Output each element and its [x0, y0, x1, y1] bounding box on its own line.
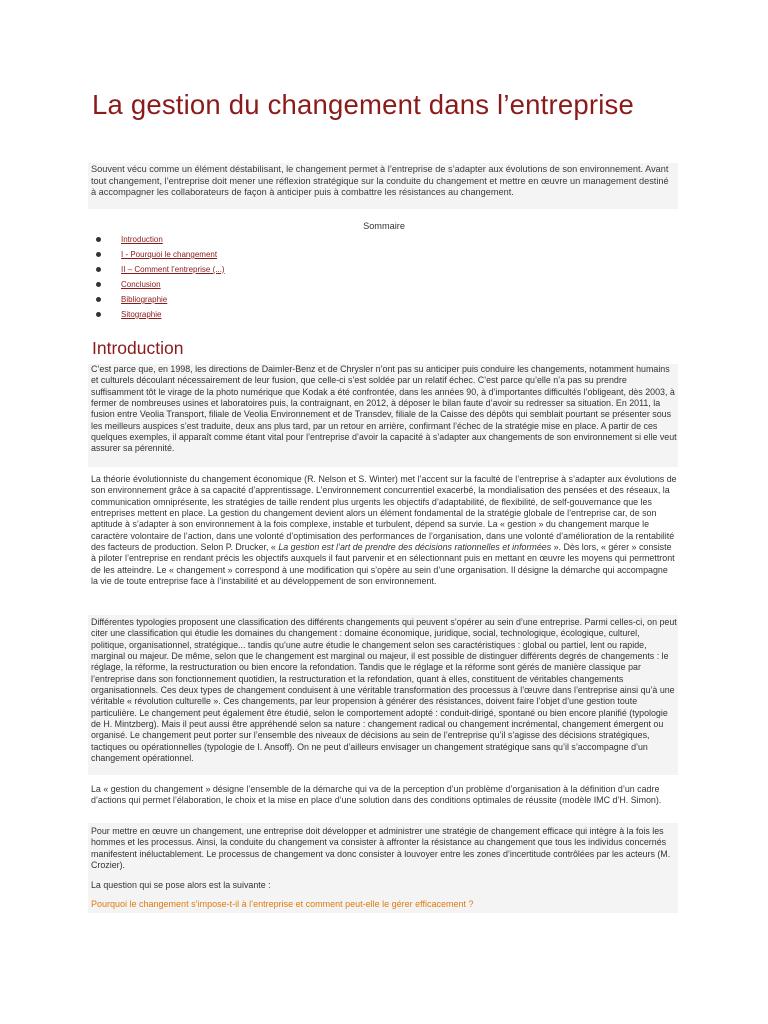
- toc-link-sitographie[interactable]: Sitographie: [121, 310, 162, 319]
- toc-link-pourquoi[interactable]: I - Pourquoi le changement: [121, 250, 218, 259]
- paragraph-2-text-b: ». Dès lors, « gérer » consiste à piloter l’entreprise en rendant précis les objectifs auxquels il faut parvenir et en sélectionnant puis en mettant en œuvre les moyens qui permettront de les atteindre. Le « changement » correspond à une modification qui s’opère au sein d’une organisation. Il désigne la démarche qui accompagne la vie de toute entreprise face à l’instabilité et au développement de son environnement.: [91, 542, 675, 587]
- bullet-icon: [96, 237, 101, 242]
- drucker-quote: La gestion est l’art de prendre des décisions rationnelles et informées: [278, 542, 552, 553]
- paragraph-2-text-a: La théorie évolutionniste du changement économique (R. Nelson et S. Winter) met l’accent sur la faculté de l’entreprise à s’adapter aux évolutions de son environnement grâce à sa capacité d’apprentissage. L’environnement concurrentiel exacerbé, la mondialisation des pensées et des réseaux, la communication omniprésente, les stratégies de taille rendent plus urgents les objectifs d’adaptabilité, de flexibilité, de self-gouvernance que les entreprises mettent en place. La gestion du changement devient alors un élément fondamental de la stratégie globale de l’entreprise car, de son aptitude à s’adapter à son environnement à la fois complexe, instable et turbulent, dépend sa survie. La « gestion » du changement marque le caractère volontaire de l’action, dans une volonté d’optimisation des performances de l’organisation, dans une volonté d’amélioration de la rentabilité des facteurs de production. Selon P. Drucker, «: [91, 474, 677, 553]
- bullet-icon: [96, 252, 101, 257]
- toc-link-introduction[interactable]: Introduction: [121, 235, 163, 244]
- problematic-question: Pourquoi le changement s’impose-t-il à l’entreprise et comment peut-elle le gérer efficacement ?: [91, 899, 474, 909]
- paragraph-2: [91, 474, 677, 587]
- paragraph-1: C’est parce que, en 1998, les directions de Daimler-Benz et de Chrysler n’ont pas su anticiper puis conduire les changements, notamment humains et culturels découlant nécessairement de leur fusion, que celle-ci s’est soldée par un relatif échec. C’est parce qu’elle n’a pas su prendre suffisamment tôt le virage de la photo numérique que Kodak a été confrontée, dans les années 90, à d’importantes difficultés l’obligeant, dès 2003, à fermer de nombreuses usines et laboratoires puis, la contraignant, en 2012, à déposer le bilan faute d’avoir su redresser sa situation. En 2011, la fusion entre Veolia Transport, filiale de Veolia Environnement et de Transdev, filiale de la Caisse des dépôts qui semblait pourtant se présenter sous les meilleurs auspices s’est traduite, deux ans plus tard, par un retour en arrière, confirmant l’échec de la stratégie mise en place. A partir de ces quelques exemples, il apparaît comme étant vital pour l’entreprise d’avoir la capacité à s’adapter aux changements de son environnement si elle veut assurer sa pérennité.: [91, 364, 677, 454]
- toc-link-conclusion[interactable]: Conclusion: [121, 280, 161, 289]
- toc-link-bibliographie[interactable]: Bibliographie: [121, 295, 168, 304]
- paragraph-4: La « gestion du changement » désigne l’ensemble de la démarche qui va de la perception d’un problème d’organisation à la définition d’un cadre d’actions qui permet l’élaboration, le choix et la mise en place d’une solution dans des conditions optimales de réussite (modèle IMC d’H. Simon).: [91, 784, 662, 806]
- toc-link-comment[interactable]: II – Comment l’entreprise (...): [121, 265, 225, 274]
- paragraph-6: La question qui se pose alors est la suivante :: [91, 880, 271, 890]
- bullet-icon: [96, 312, 101, 317]
- heading-text: Introduction: [92, 338, 184, 358]
- section-heading-introduction: [92, 337, 183, 359]
- sommaire-title: Sommaire: [363, 221, 405, 231]
- paragraph-5: Pour mettre en œuvre un changement, une entreprise doit développer et administrer une stratégie de changement efficace qui intègre à la fois les hommes et les processus. Ainsi, la conduite du changement va consister à affronter la résistance au changement que tous les individus concernés manifestent inéluctablement. Le processus de changement va donc consister à louvoyer entre les zones d’incertitude contrôlées par les acteurs (M. Crozier).: [91, 826, 671, 871]
- bullet-icon: [96, 297, 101, 302]
- bullet-icon: [96, 282, 101, 287]
- paragraph-3: Différentes typologies proposent une classification des différents changements qui peuvent s’opérer au sein d’une entreprise. Parmi celles-ci, on peut citer une classification qui étudie les domaines du changement : domaine économique, juridique, social, technologique, écologique, culturel, politique, organisationnel, stratégique... tandis qu’une autre étudie le changement selon ses caractéristiques : global ou partiel, lent ou rapide, marginal ou majeur. De même, selon que le changement est marginal ou majeur, il est possible de distinguer différents degrés de changements : le réglage, la réforme, la restructuration ou bien encore la refondation. Tandis que le réglage et la réforme sont gérés de manière classique par l’entreprise dans son fonctionnement quotidien, la restructuration et la refondation, quant à elles, constituent de véritables changements organisationnels. Ces deux types de changement conduisent à une véritable transformation des processus à l’œuvre dans l’entreprise ainsi qu’à une véritable « révolution culturelle ». Ces changements, par leur propension à générer des résistances, doivent faire l’objet d’une gestion toute particulière. Le changement peut également être étudié, selon le comportement adopté : conduit-dirigé, spontané ou bien encore planifié (typologie de H. Mintzberg). Mais il peut aussi être appréhendé selon sa nature : changement radical ou changement incrémental, changement émergent ou organisé. Le changement peut porter sur l’ensemble des niveaux de décisions au sein de l’entreprise qu’il s’agisse des décisions stratégiques, tactiques ou opérationnelles (typologie de I. Ansoff). On ne peut d’ailleurs envisager un changement stratégique sans qu’il s’accompagne d’un changement opérationnel.: [91, 617, 677, 764]
- bullet-icon: [96, 267, 101, 272]
- page-title: La gestion du changement dans l’entreprise: [92, 89, 634, 120]
- intro-paragraph: Souvent vécu comme un élément déstabilisant, le changement permet à l’entreprise de s’adapter aux évolutions de son environnement. Avant tout changement, l’entreprise doit mener une réflexion stratégique sur la conduite du changement et mettre en œuvre un management destiné à accompagner les collaborateurs de façon à anticiper puis à combattre les résistances au changement.: [91, 164, 669, 198]
